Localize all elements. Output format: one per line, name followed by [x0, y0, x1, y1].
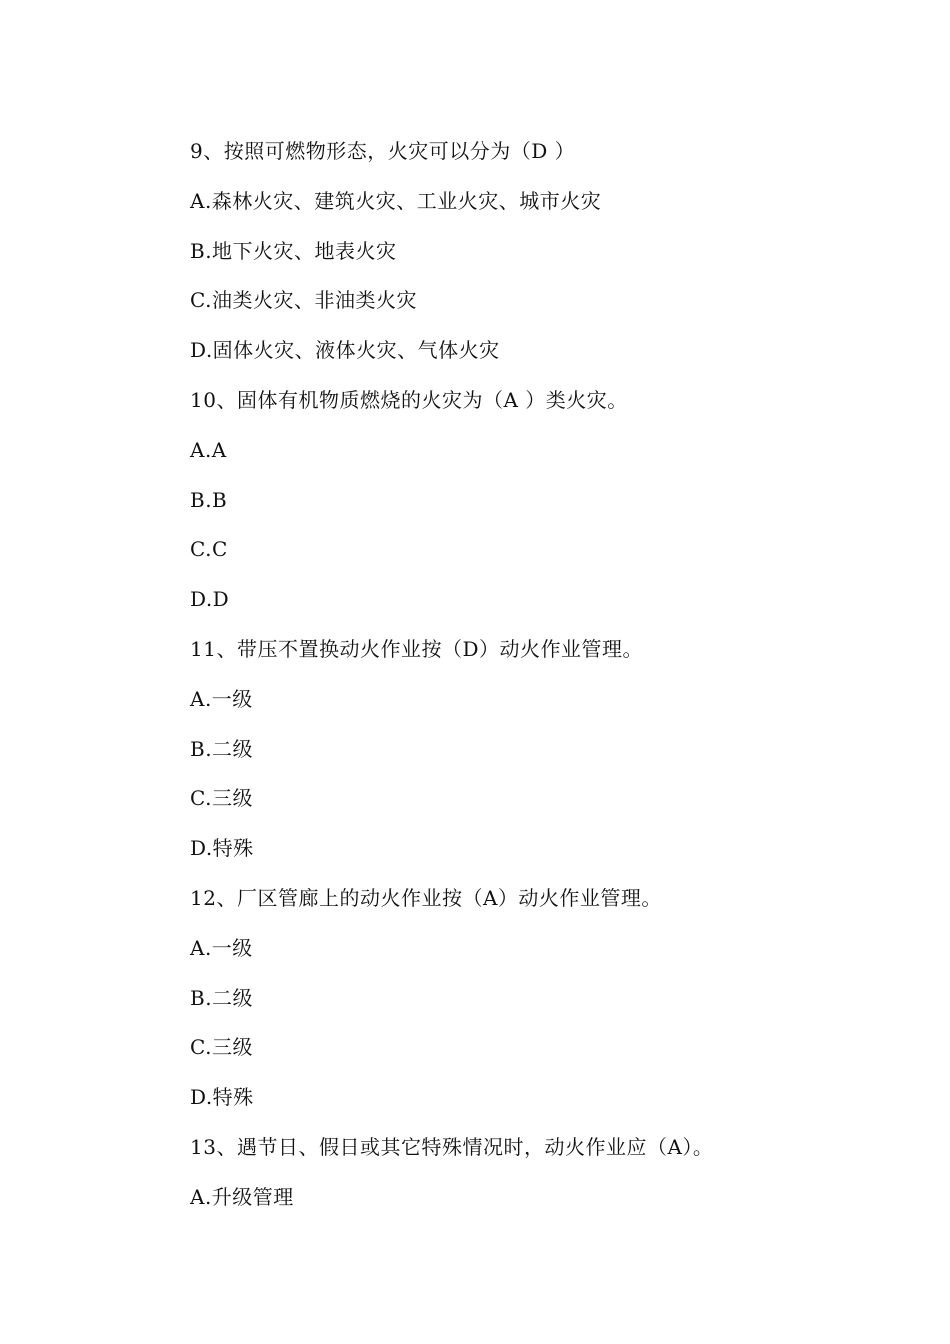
question-13-option-a: A.升级管理: [190, 1184, 294, 1209]
question-9-option-a: A.森林火灾、建筑火灾、工业火灾、城市火灾: [190, 188, 602, 213]
question-12-text: 12、厂区管廊上的动火作业按（A）动火作业管理。: [190, 885, 662, 910]
question-list: [190, 136, 890, 1232]
question-9-option-c: C.油类火灾、非油类火灾: [190, 288, 417, 313]
question-10-text: 10、固体有机物质燃烧的火灾为（A ）类火灾。: [190, 387, 628, 412]
question-10-option-a: A.A: [190, 437, 227, 462]
question-9-text: 9、按照可燃物形态，火灾可以分为（D ）: [190, 139, 576, 163]
question-10-option-b: B.B: [190, 487, 228, 512]
question-12-option-d: D.特殊: [190, 1085, 254, 1110]
question-11-option-c: C.三级: [190, 786, 253, 811]
question-10-option-d: D.D: [190, 587, 230, 612]
question-11-text: 11、带压不置换动火作业按（D）动火作业管理。: [190, 636, 643, 661]
question-10-option-c: C.C: [190, 537, 228, 562]
question-11-option-a: A.一级: [190, 686, 253, 711]
question-9-option-b: B.地下火灾、地表火灾: [190, 238, 397, 263]
question-12-option-c: C.三级: [190, 1035, 253, 1060]
question-12-option-a: A.一级: [190, 935, 253, 960]
question-13-text: 13、遇节日、假日或其它特殊情况时，动火作业应（A）。: [190, 1134, 714, 1159]
question-11-option-b: B.二级: [190, 736, 254, 761]
question-9-option-d: D.固体火灾、液体火灾、气体火灾: [190, 338, 500, 363]
question-12-option-b: B.二级: [190, 985, 254, 1010]
question-11-option-d: D.特殊: [190, 836, 254, 861]
